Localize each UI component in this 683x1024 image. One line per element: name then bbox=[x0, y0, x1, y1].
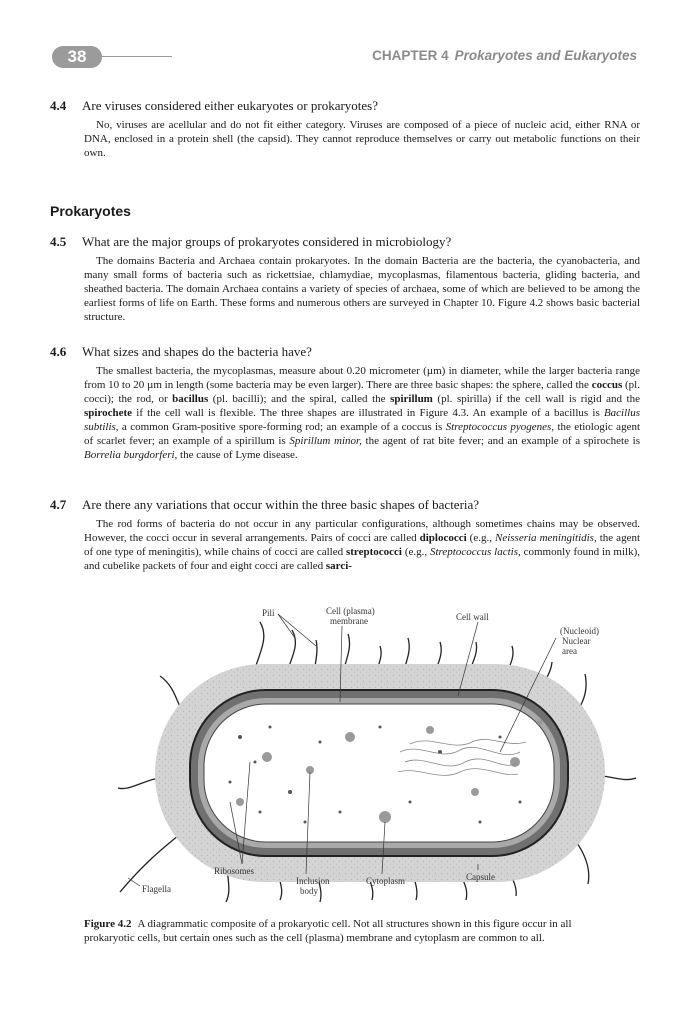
caption-text: A diagrammatic composite of a prokaryotic cell. Not all structures shown in this figure occur in all prokaryotic cells, but certain ones such as the cell (plasma) membrane and cytoplasm are common to all. bbox=[84, 918, 572, 944]
label-capsule: Capsule bbox=[466, 872, 495, 882]
running-head bbox=[372, 48, 637, 63]
page-number: 38 bbox=[52, 46, 102, 68]
label-nucleoid-line1: (Nucleoid) bbox=[560, 626, 599, 636]
question-text: Are viruses considered either eukaryotes or prokaryotes? bbox=[82, 98, 378, 113]
label-membrane-line1: Cell (plasma) bbox=[326, 606, 375, 616]
label-flagella: Flagella bbox=[142, 884, 171, 894]
label-inclusion-line1: Inclusion bbox=[296, 876, 330, 886]
chapter-number: CHAPTER 4 bbox=[372, 48, 449, 63]
question-text: What sizes and shapes do the bacteria have? bbox=[82, 344, 312, 359]
question-number: 4.7 bbox=[50, 497, 67, 512]
header-rule bbox=[100, 56, 172, 57]
question-number: 4.6 bbox=[50, 344, 67, 359]
question-number: 4.5 bbox=[50, 234, 67, 249]
question-text: Are there any variations that occur within the three basic shapes of bacteria? bbox=[82, 497, 480, 512]
label-nucleoid-line2: Nuclear bbox=[562, 636, 591, 646]
label-cytoplasm: Cytoplasm bbox=[366, 876, 406, 886]
question-4-7 bbox=[50, 497, 640, 573]
question-text: What are the major groups of prokaryotes considered in microbiology? bbox=[82, 234, 452, 249]
label-inclusion-line2: body bbox=[300, 886, 318, 896]
chapter-title: Prokaryotes and Eukaryotes bbox=[454, 48, 637, 63]
label-nucleoid-line3: area bbox=[562, 646, 577, 656]
section-heading: Prokaryotes bbox=[50, 203, 131, 219]
label-cell-wall: Cell wall bbox=[456, 612, 489, 622]
answer-text: The domains Bacteria and Archaea contain prokaryotes. In the domain Bacteria are the bacteria, the cyanobacteria, and many small forms of bacteria such as rickettsiae, chlamydiae, mycoplasmas, filamentous bacteria, gliding bacteria, and sheathed bacteria. The domain Archaea contains a variety of species of archaea, some of which are believed to be among the earliest forms of life on Earth. These forms and numerous others are surveyed in Chapter 10. Figure 4.2 shows basic bacterial structure. bbox=[84, 255, 640, 323]
answer-text: The smallest bacteria, the mycoplasmas, measure about 0.20 micrometer (µm) in diameter, while the larger bacteria range from 10 to 20 µm in length (some bacteria may be even larger). There are three basic shapes: the sphere, called the coccus (pl. cocci); the rod, or bacillus (pl. bacilli); and the spiral, called the spirillum (pl. spirilla) if the cell wall is rigid and the spirochete if the cell wall is flexible. The three shapes are illustrated in Figure 4.3. An example of a bacillus is Bacillus subtilis, a common Gram-positive spore-forming rod; an example of a coccus is Streptococcus pyogenes, the etiologic agent of scarlet fever; an example of a spirillum is Spirillum minor, the agent of rat bite fever; and an example of a spirochete is Borrelia burgdorferi, the cause of Lyme disease. bbox=[84, 365, 641, 461]
label-ribosomes: Ribosomes bbox=[214, 866, 255, 876]
question-4-6 bbox=[50, 344, 640, 462]
label-pili: Pili bbox=[262, 608, 275, 618]
question-number: 4.4 bbox=[50, 98, 67, 113]
label-membrane-line2: membrane bbox=[330, 616, 368, 626]
answer-text: No, viruses are acellular and do not fit either category. Viruses are composed of a piece of nucleic acid, either RNA or DNA, enclosed in a protein shell (the capsid). They cannot reproduce themselves or carry out metabolic functions on their own. bbox=[84, 119, 640, 159]
figure-caption bbox=[84, 918, 624, 945]
answer-text: The rod forms of bacteria do not occur in any particular configurations, although sometimes chains may be observed. However, the cocci occur in several arrangements. Pairs of cocci are called diplococci (e.g., Neisseria meningitidis, the agent of one type of meningitis), while chains of cocci are called streptococci (e.g., Streptococcus lactis, commonly found in milk), and cubelike packets of four and eight cocci are called sarci- bbox=[84, 518, 641, 572]
figure-label: Figure 4.2 bbox=[84, 918, 132, 930]
question-4-5 bbox=[50, 234, 640, 324]
question-4-4 bbox=[50, 98, 640, 160]
prokaryotic-cell-diagram bbox=[80, 602, 640, 912]
